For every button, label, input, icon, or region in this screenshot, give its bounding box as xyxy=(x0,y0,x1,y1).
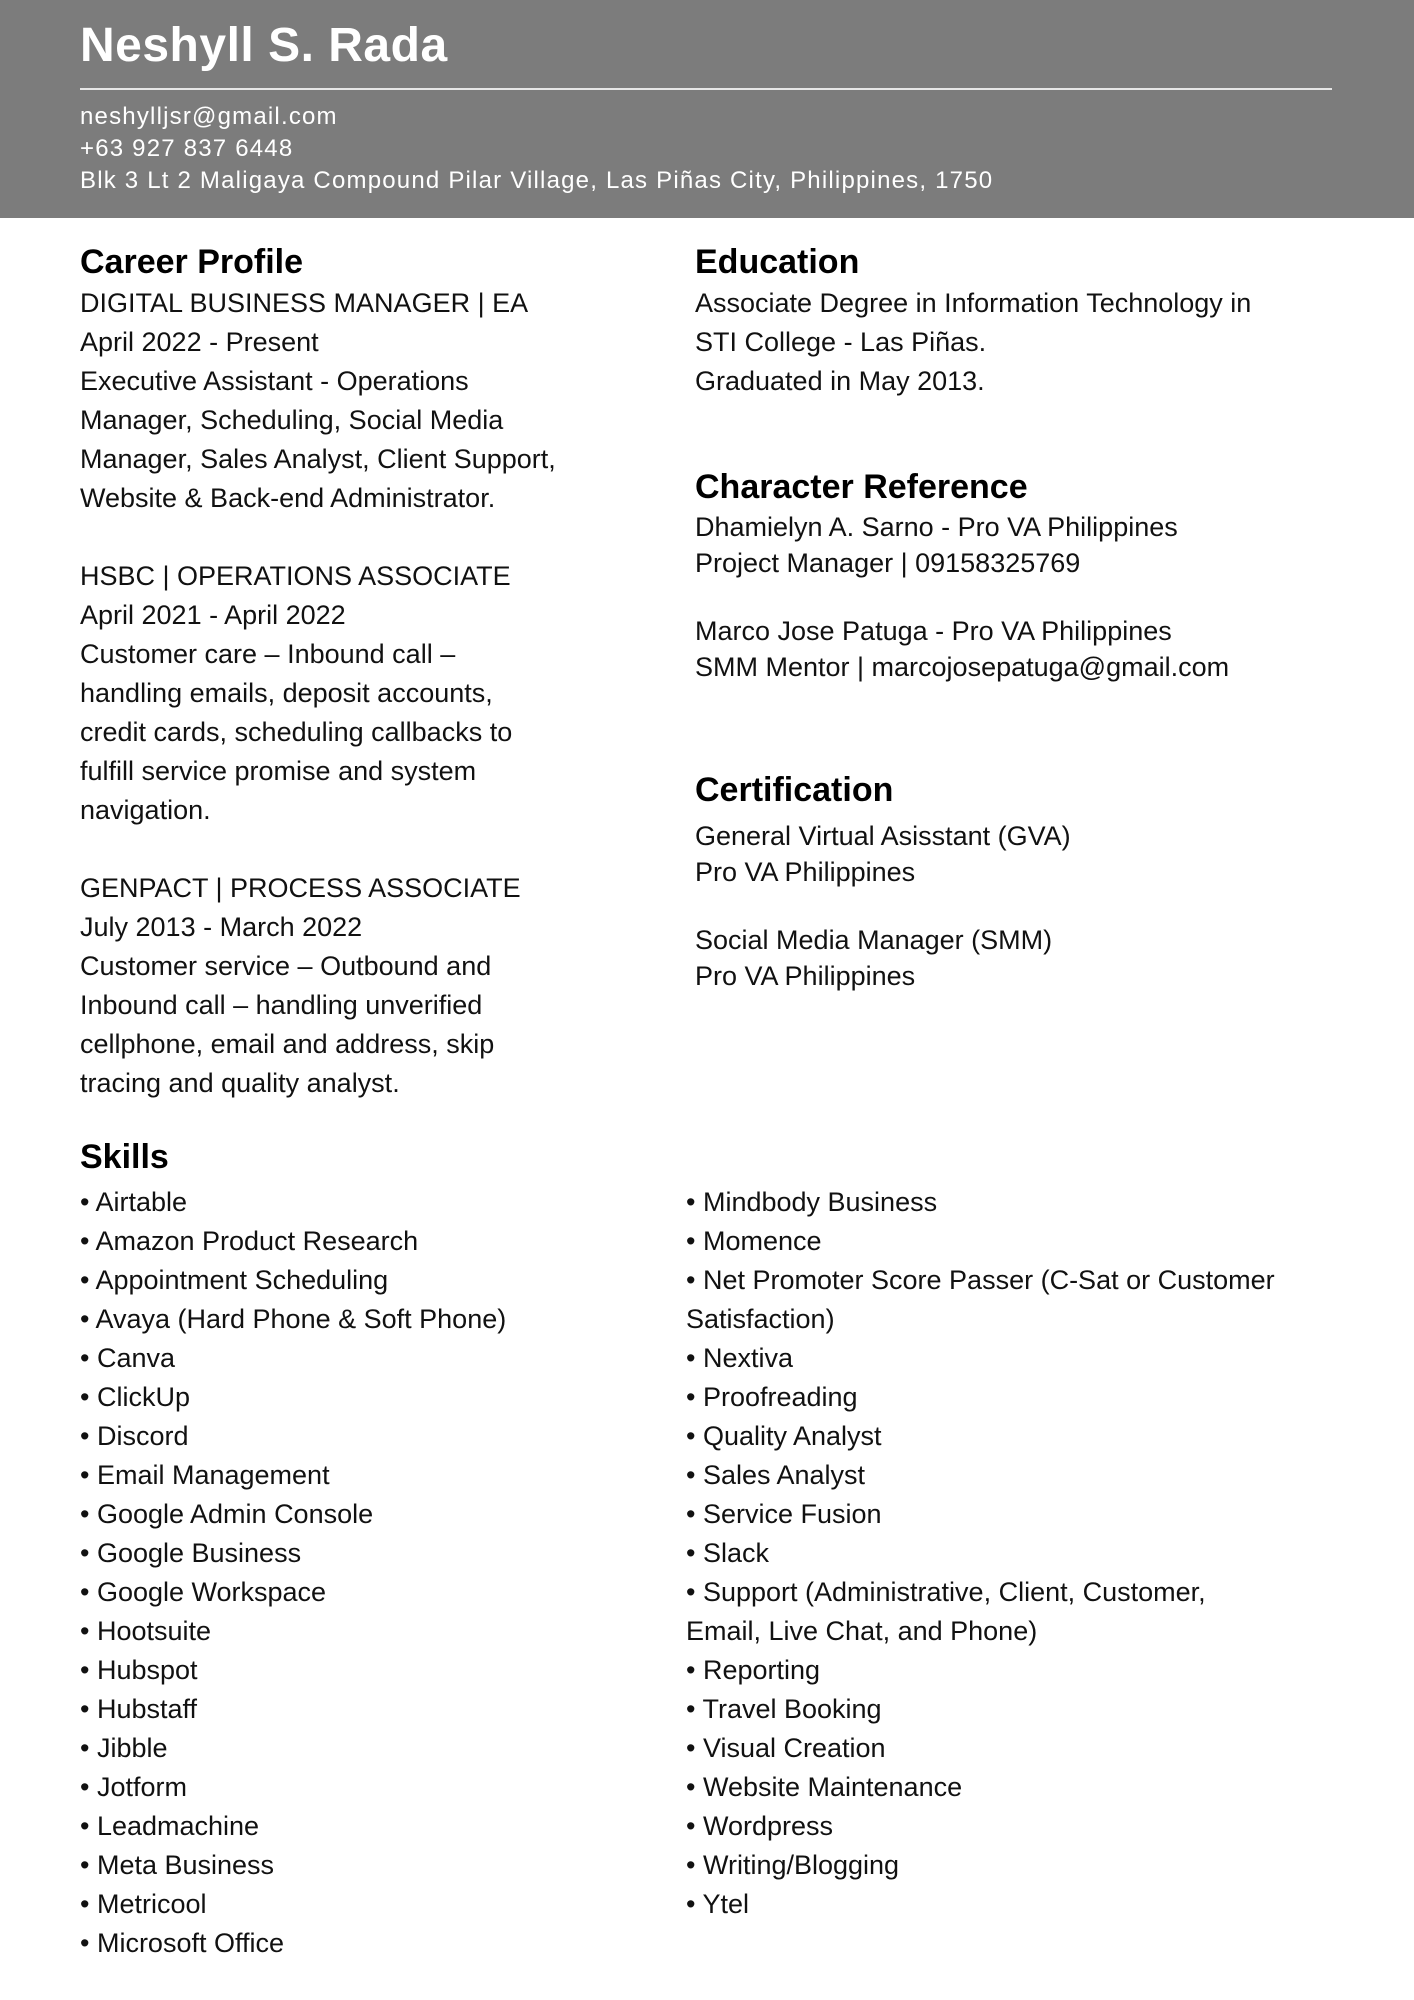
skill-item: • Support (Administrative, Client, Customer, xyxy=(686,1577,1206,1607)
skill-item: • Hootsuite xyxy=(80,1616,212,1646)
certification-section xyxy=(695,768,1335,994)
skill-item: • Google Workspace xyxy=(80,1577,327,1607)
skill-item: • Travel Booking xyxy=(686,1694,882,1724)
skill-item: • Canva xyxy=(80,1343,176,1373)
skill-item: • Momence xyxy=(686,1226,822,1256)
job-description-line: Customer care – Inbound call – xyxy=(80,639,456,669)
skill-item: • ClickUp xyxy=(80,1382,190,1412)
skill-item: • Service Fusion xyxy=(686,1499,882,1529)
job-description-line: Executive Assistant - Operations xyxy=(80,366,469,396)
character-reference-heading: Character Reference xyxy=(695,468,1028,506)
skill-item: • Net Promoter Score Passer (C-Sat or Customer xyxy=(686,1265,1275,1295)
reference-name: Marco Jose Patuga - Pro VA Philippines xyxy=(695,616,1172,646)
skill-item-continued: Satisfaction) xyxy=(686,1304,835,1334)
reference-contact: SMM Mentor | marcojosepatuga@gmail.com xyxy=(695,652,1230,682)
certification-issuer: Pro VA Philippines xyxy=(695,961,916,991)
contact-email: neshylljsr@gmail.com xyxy=(80,103,338,130)
skill-item: • Email Management xyxy=(80,1460,330,1490)
education-line: Associate Degree in Information Technology in xyxy=(695,288,1252,318)
career-profile-section xyxy=(80,240,640,1103)
skills-list-right xyxy=(686,1183,1326,1924)
job-title: HSBC | OPERATIONS ASSOCIATE xyxy=(80,561,511,591)
certification-issuer: Pro VA Philippines xyxy=(695,857,916,887)
job-title: GENPACT | PROCESS ASSOCIATE xyxy=(80,873,521,903)
header-divider xyxy=(80,88,1332,90)
skill-item: • Nextiva xyxy=(686,1343,793,1373)
skill-item: • Google Admin Console xyxy=(80,1499,374,1529)
job-description-line: credit cards, scheduling callbacks to xyxy=(80,717,513,747)
job-description-line: Manager, Scheduling, Social Media xyxy=(80,405,504,435)
skill-item: • Meta Business xyxy=(80,1850,275,1880)
certification-title: General Virtual Asisstant (GVA) xyxy=(695,821,1071,851)
job-description-line: cellphone, email and address, skip xyxy=(80,1029,495,1059)
job-description-line: Website & Back-end Administrator. xyxy=(80,483,496,513)
skill-item: • Microsoft Office xyxy=(80,1928,285,1958)
job-description-line: handling emails, deposit accounts, xyxy=(80,678,493,708)
job-dates: July 2013 - March 2022 xyxy=(80,912,363,942)
education-line: STI College - Las Piñas. xyxy=(695,327,987,357)
career-profile-heading: Career Profile xyxy=(80,243,303,281)
skill-item: • Hubspot xyxy=(80,1655,198,1685)
job-description-line: Inbound call – handling unverified xyxy=(80,990,483,1020)
skill-item: • Reporting xyxy=(686,1655,821,1685)
job-description-line: navigation. xyxy=(80,795,211,825)
reference-contact: Project Manager | 09158325769 xyxy=(695,548,1081,578)
skill-item: • Airtable xyxy=(80,1187,188,1217)
skill-item-continued: Email, Live Chat, and Phone) xyxy=(686,1616,1038,1646)
job-description-line: Customer service – Outbound and xyxy=(80,951,492,981)
header-banner xyxy=(0,0,1414,218)
skill-item: • Sales Analyst xyxy=(686,1460,866,1490)
skill-item: • Hubstaff xyxy=(80,1694,198,1724)
character-reference-section xyxy=(695,465,1335,685)
skill-item: • Proofreading xyxy=(686,1382,858,1412)
education-section xyxy=(695,240,1335,401)
skill-item: • Wordpress xyxy=(686,1811,833,1841)
education-line: Graduated in May 2013. xyxy=(695,366,985,396)
education-heading: Education xyxy=(695,243,860,281)
skill-item: • Jotform xyxy=(80,1772,187,1802)
skill-item: • Website Maintenance xyxy=(686,1772,963,1802)
job-dates: April 2022 - Present xyxy=(80,327,319,357)
skills-list-left xyxy=(80,1183,640,1963)
candidate-name: Neshyll S. Rada xyxy=(80,19,448,72)
skill-item: • Metricool xyxy=(80,1889,207,1919)
skill-item: • Ytel xyxy=(686,1889,749,1919)
certification-heading: Certification xyxy=(695,771,894,809)
skill-item: • Visual Creation xyxy=(686,1733,886,1763)
certification-title: Social Media Manager (SMM) xyxy=(695,925,1053,955)
skill-item: • Slack xyxy=(686,1538,769,1568)
reference-name: Dhamielyn A. Sarno - Pro VA Philippines xyxy=(695,512,1178,542)
skill-item: • Discord xyxy=(80,1421,189,1451)
skill-item: • Leadmachine xyxy=(80,1811,260,1841)
job-dates: April 2021 - April 2022 xyxy=(80,600,346,630)
skill-item: • Google Business xyxy=(80,1538,302,1568)
skill-item: • Jibble xyxy=(80,1733,168,1763)
skill-item: • Avaya (Hard Phone & Soft Phone) xyxy=(80,1304,507,1334)
job-title: DIGITAL BUSINESS MANAGER | EA xyxy=(80,288,529,318)
job-description-line: tracing and quality analyst. xyxy=(80,1068,400,1098)
contact-phone: +63 927 837 6448 xyxy=(80,135,294,162)
job-description-line: fulfill service promise and system xyxy=(80,756,477,786)
skill-item: • Mindbody Business xyxy=(686,1187,938,1217)
skill-item: • Quality Analyst xyxy=(686,1421,882,1451)
skill-item: • Appointment Scheduling xyxy=(80,1265,389,1295)
contact-address: Blk 3 Lt 2 Maligaya Compound Pilar Village, Las Piñas City, Philippines, 1750 xyxy=(80,167,994,194)
skills-heading: Skills xyxy=(80,1138,169,1176)
skill-item: • Writing/Blogging xyxy=(686,1850,900,1880)
job-description-line: Manager, Sales Analyst, Client Support, xyxy=(80,444,556,474)
skill-item: • Amazon Product Research xyxy=(80,1226,419,1256)
